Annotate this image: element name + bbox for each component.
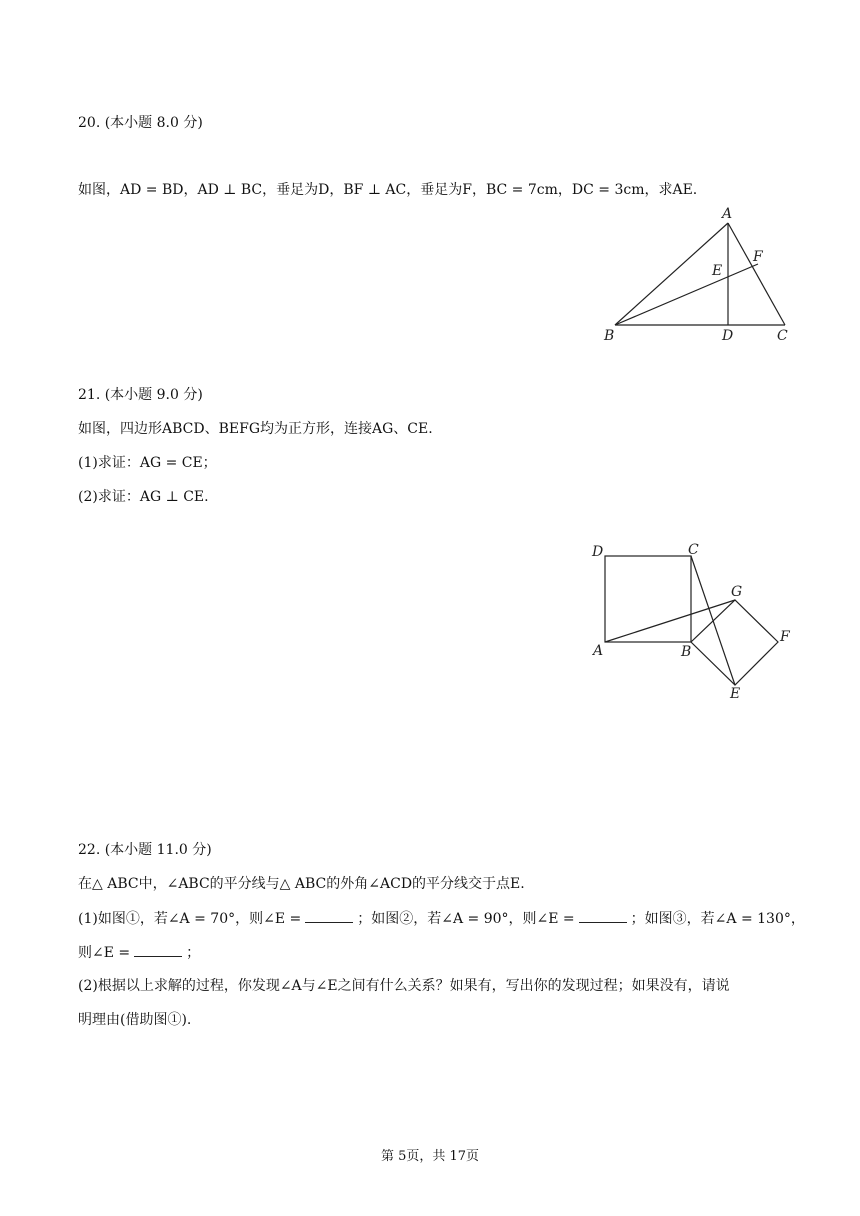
q22-part1-line1: [78, 908, 805, 929]
q21-part1: (1)求证：AG = CE；: [78, 455, 217, 471]
q22-header: 22. (本小题 11.0 分): [78, 842, 212, 858]
q22-part1-e: ；: [186, 945, 201, 961]
q20-label-D: D: [722, 328, 734, 344]
q21-label-G: G: [731, 584, 743, 600]
q20-label-B: B: [604, 328, 615, 344]
q21-part2: (2)求证：AG ⊥ CE.: [78, 489, 209, 505]
answer-blank-3[interactable]: [134, 942, 182, 957]
q22-part2-line1: (2)根据以上求解的过程，你发现∠A与∠E之间有什么关系？如果有，写出你的发现过程；如果没有，请说: [78, 978, 730, 994]
answer-blank-2[interactable]: [579, 908, 627, 923]
q22-part1-a: (1)如图①，若∠A = 70°，则∠E =: [78, 911, 302, 927]
q20-label-C: C: [777, 328, 788, 344]
q20-header: 20. (本小题 8.0 分): [78, 115, 203, 131]
q22-part1-line2: [78, 942, 200, 963]
q22-part1-c: ；如图③，若∠A = 130°，: [630, 911, 805, 927]
q22-intro: 在△ ABC中，∠ABC的平分线与△ ABC的外角∠ACD的平分线交于点E.: [78, 876, 525, 892]
q20-label-A: A: [722, 206, 733, 222]
q21-label-E: E: [730, 686, 741, 702]
q21-label-F: F: [780, 629, 790, 645]
answer-blank-1[interactable]: [305, 908, 353, 923]
q21-label-D: D: [592, 544, 604, 560]
page-footer: 第 5页，共 17页: [380, 1149, 480, 1164]
q21-intro: 如图，四边形ABCD、BEFG均为正方形，连接AG、CE.: [78, 421, 433, 437]
q22-part1-b: ；如图②，若∠A = 90°，则∠E =: [357, 911, 575, 927]
q21-label-B: B: [681, 644, 692, 660]
q22-part1-d: 则∠E =: [78, 945, 131, 961]
q21-label-A: A: [593, 643, 604, 659]
q20-label-F: F: [753, 249, 763, 265]
q20-label-E: E: [712, 263, 723, 279]
q20-text: 如图，AD = BD，AD ⊥ BC，垂足为D，BF ⊥ AC，垂足为F，BC = 7cm，DC = 3cm，求AE.: [78, 182, 698, 198]
q21-header: 21. (本小题 9.0 分): [78, 387, 203, 403]
q21-label-C: C: [688, 542, 699, 558]
q22-part2-line2: 明理由(借助图①).: [78, 1012, 192, 1028]
